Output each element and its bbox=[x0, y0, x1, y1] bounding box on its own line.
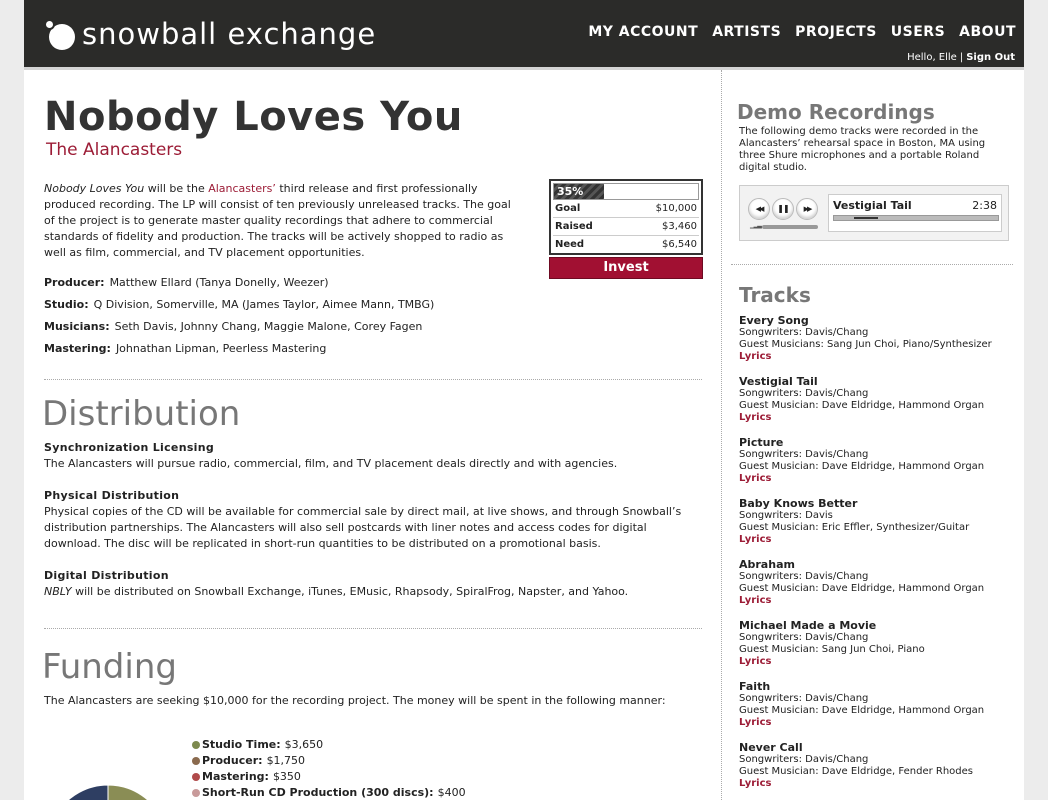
legend-dot bbox=[192, 741, 200, 749]
track-title: Abraham bbox=[739, 558, 795, 571]
lyrics-link[interactable]: Lyrics bbox=[739, 473, 772, 484]
rewind-button[interactable] bbox=[748, 198, 770, 220]
lyrics-link[interactable]: Lyrics bbox=[739, 412, 772, 423]
now-playing-title: Vestigial Tail bbox=[833, 199, 912, 212]
funding-progress-bar bbox=[553, 183, 699, 200]
track-title: Michael Made a Movie bbox=[739, 619, 877, 632]
invest-button[interactable]: Invest bbox=[549, 257, 703, 279]
track-guests: Guest Musician: Sang Jun Choi, Piano bbox=[739, 644, 925, 655]
sync-heading: Synchronization Licensing bbox=[44, 441, 215, 454]
digital-text: will be distributed on Snowball Exchange, iTunes, EMusic, Rhapsody, SpiralFrog, Napster, and Yahoo. bbox=[71, 585, 629, 598]
legend-mastering bbox=[192, 769, 466, 785]
digital-album-abbrev: NBLY bbox=[44, 585, 72, 598]
section-divider bbox=[44, 379, 702, 380]
sign-out-link[interactable]: Sign Out bbox=[966, 52, 1015, 63]
track-item bbox=[739, 559, 1015, 620]
intro-text-2: third release and first professionally produced recording. The LP will consist of ten previously unreleased tracks. The goal of the project is to generate master quality recordings that adhere to commercial standards of fidelity and production. The tracks will be actively shopped to radio as well as film, commercial, and TV placement opportunities. bbox=[44, 182, 511, 259]
funding-goal-row bbox=[553, 200, 699, 218]
forward-button[interactable] bbox=[796, 198, 818, 220]
legend-producer bbox=[192, 753, 466, 769]
legend-dot bbox=[192, 773, 200, 781]
snowball-logo-icon bbox=[42, 16, 78, 52]
track-title: Baby Knows Better bbox=[739, 497, 858, 510]
track-title: Every Song bbox=[739, 314, 809, 327]
funding-row-value: $6,540 bbox=[662, 239, 697, 250]
pause-icon: ❚❚ bbox=[777, 204, 789, 213]
pause-button[interactable] bbox=[772, 198, 794, 220]
intro-artist-link[interactable]: Alancasters’ bbox=[208, 182, 276, 195]
distribution-heading: Distribution bbox=[42, 394, 241, 434]
volume-slider[interactable] bbox=[750, 224, 820, 229]
track-guests: Guest Musician: Dave Eldridge, Hammond Organ bbox=[739, 461, 985, 472]
nav-my-account[interactable]: MY ACCOUNT bbox=[588, 24, 699, 40]
legend-label: Mastering: bbox=[202, 770, 269, 783]
credit-value: Seth Davis, Johnny Chang, Maggie Malone, Corey Fagen bbox=[114, 320, 423, 333]
credit-value: Matthew Ellard (Tanya Donelly, Weezer) bbox=[109, 276, 329, 289]
rewind-icon: ◀◀ bbox=[755, 205, 763, 213]
legend-cd-production bbox=[192, 785, 466, 800]
audio-player bbox=[739, 185, 1009, 241]
track-songwriters: Songwriters: Davis/Chang bbox=[739, 388, 869, 399]
sync-text: The Alancasters will pursue radio, commercial, film, and TV placement deals directly and with agencies. bbox=[44, 457, 618, 470]
legend-value: $3,650 bbox=[284, 738, 324, 751]
volume-bar bbox=[762, 225, 818, 229]
funding-intro: The Alancasters are seeking $10,000 for the recording project. The money will be spent in the following manner: bbox=[44, 694, 666, 707]
credit-musicians bbox=[44, 320, 544, 342]
tracks-heading: Tracks bbox=[739, 283, 811, 307]
nav-about[interactable]: ABOUT bbox=[959, 24, 1016, 40]
track-songwriters: Songwriters: Davis/Chang bbox=[739, 327, 869, 338]
track-item bbox=[739, 498, 1015, 559]
track-guests: Guest Musician: Dave Eldridge, Hammond Organ bbox=[739, 400, 985, 411]
project-intro bbox=[44, 181, 524, 261]
track-progress-fill bbox=[854, 217, 878, 219]
track-guests: Guest Musician: Eric Effler, Synthesizer/Guitar bbox=[739, 522, 970, 533]
artist-link[interactable]: The Alancasters bbox=[46, 140, 183, 160]
funding-row-label: Need bbox=[555, 239, 585, 250]
track-title: Never Call bbox=[739, 741, 803, 754]
legend-value: $350 bbox=[272, 770, 301, 783]
nav-artists[interactable]: ARTISTS bbox=[712, 24, 782, 40]
section-divider bbox=[44, 628, 702, 629]
user-bar-separator: | bbox=[959, 52, 964, 63]
legend-dot bbox=[192, 757, 200, 765]
track-guests: Guest Musician: Dave Eldridge, Hammond Organ bbox=[739, 583, 985, 594]
digital-distribution-block bbox=[44, 568, 702, 600]
credit-value: Q Division, Somerville, MA (James Taylor, Aimee Mann, TMBG) bbox=[93, 298, 435, 311]
physical-distribution-block bbox=[44, 488, 702, 552]
credits-list bbox=[44, 276, 544, 364]
track-songwriters: Songwriters: Davis/Chang bbox=[739, 693, 869, 704]
credit-producer bbox=[44, 276, 544, 298]
intro-title: Nobody Loves You bbox=[44, 182, 145, 195]
track-songwriters: Songwriters: Davis bbox=[739, 510, 833, 521]
page bbox=[24, 0, 1024, 800]
physical-heading: Physical Distribution bbox=[44, 489, 180, 502]
pie-slice bbox=[108, 785, 168, 800]
track-guests: Guest Musicians: Sang Jun Choi, Piano/Synthesizer bbox=[739, 339, 992, 350]
credit-label: Musicians: bbox=[44, 320, 110, 333]
track-songwriters: Songwriters: Davis/Chang bbox=[739, 754, 869, 765]
legend-value: $1,750 bbox=[266, 754, 306, 767]
main-nav bbox=[574, 24, 1016, 40]
track-item bbox=[739, 315, 1015, 376]
track-title: Picture bbox=[739, 436, 784, 449]
track-item bbox=[739, 681, 1015, 742]
track-list bbox=[739, 315, 1015, 800]
track-title: Faith bbox=[739, 680, 771, 693]
nav-projects[interactable]: PROJECTS bbox=[795, 24, 877, 40]
now-playing-panel bbox=[828, 194, 1002, 232]
budget-pie-chart bbox=[48, 726, 178, 800]
track-songwriters: Songwriters: Davis/Chang bbox=[739, 571, 869, 582]
legend-studio-time bbox=[192, 737, 466, 753]
track-item bbox=[739, 620, 1015, 681]
credit-mastering bbox=[44, 342, 544, 364]
legend-label: Producer: bbox=[202, 754, 263, 767]
track-guests: Guest Musician: Dave Eldridge, Hammond Organ bbox=[739, 705, 985, 716]
user-greeting: Hello, Elle bbox=[907, 52, 957, 63]
nav-users[interactable]: USERS bbox=[890, 24, 946, 40]
funding-row-label: Raised bbox=[555, 221, 593, 232]
now-playing-time: 2:38 bbox=[972, 199, 997, 212]
lyrics-link[interactable]: Lyrics bbox=[739, 656, 772, 667]
sync-licensing-block bbox=[44, 440, 702, 472]
pie-slice bbox=[57, 785, 108, 800]
funding-need-row bbox=[553, 236, 699, 254]
legend-value: $400 bbox=[437, 786, 466, 799]
track-guests: Guest Musician: Dave Eldridge, Fender Rhodes bbox=[739, 766, 974, 777]
project-title: Nobody Loves You bbox=[44, 94, 463, 140]
column-divider bbox=[721, 70, 722, 800]
legend-label: Studio Time: bbox=[202, 738, 281, 751]
funding-percent: 35% bbox=[557, 185, 584, 198]
logo-text: snowball exchange bbox=[82, 17, 377, 51]
forward-icon: ▶▶ bbox=[803, 205, 811, 213]
track-title: Vestigial Tail bbox=[739, 375, 818, 388]
physical-text: Physical copies of the CD will be available for commercial sale by direct mail, at live shows, and through Snowball’s distribution partnerships. The Alancasters will also sell postcards with liner notes and access codes for digital download. The disc will be replicated in short-run quantities to be distributed on a promotional basis. bbox=[44, 505, 682, 550]
funding-row-value: $3,460 bbox=[662, 221, 697, 232]
digital-heading: Digital Distribution bbox=[44, 569, 169, 582]
logo[interactable] bbox=[42, 14, 376, 54]
funding-raised-row bbox=[553, 218, 699, 236]
credit-label: Mastering: bbox=[44, 342, 111, 355]
credit-studio bbox=[44, 298, 544, 320]
track-progress-bar[interactable] bbox=[833, 215, 999, 221]
credit-label: Producer: bbox=[44, 276, 105, 289]
funding-row-label: Goal bbox=[555, 203, 581, 214]
track-songwriters: Songwriters: Davis/Chang bbox=[739, 449, 869, 460]
intro-text-1: will be the bbox=[144, 182, 209, 195]
legend-label: Short-Run CD Production (300 discs): bbox=[202, 786, 434, 799]
funding-status-box bbox=[549, 179, 703, 255]
credit-value: Johnathan Lipman, Peerless Mastering bbox=[115, 342, 327, 355]
budget-legend bbox=[192, 737, 466, 800]
track-item bbox=[739, 742, 1015, 800]
site-header bbox=[24, 0, 1024, 70]
legend-dot bbox=[192, 789, 200, 797]
lyrics-link[interactable]: Lyrics bbox=[739, 534, 772, 545]
funding-row-value: $10,000 bbox=[655, 203, 697, 214]
lyrics-link[interactable]: Lyrics bbox=[739, 351, 772, 362]
lyrics-link[interactable]: Lyrics bbox=[739, 778, 772, 789]
user-bar bbox=[907, 52, 1015, 63]
sidebar-divider bbox=[731, 264, 1013, 265]
demo-recordings-heading: Demo Recordings bbox=[737, 100, 935, 124]
track-item bbox=[739, 376, 1015, 437]
demo-description: The following demo tracks were recorded in the Alancasters’ rehearsal space in Boston, MA using three Shure microphones and a portable Roland digital studio. bbox=[739, 126, 986, 173]
lyrics-link[interactable]: Lyrics bbox=[739, 717, 772, 728]
funding-heading: Funding bbox=[42, 647, 177, 687]
track-item bbox=[739, 437, 1015, 498]
track-songwriters: Songwriters: Davis/Chang bbox=[739, 632, 869, 643]
credit-label: Studio: bbox=[44, 298, 89, 311]
lyrics-link[interactable]: Lyrics bbox=[739, 595, 772, 606]
volume-icon: ▁▂▃ bbox=[750, 222, 761, 229]
